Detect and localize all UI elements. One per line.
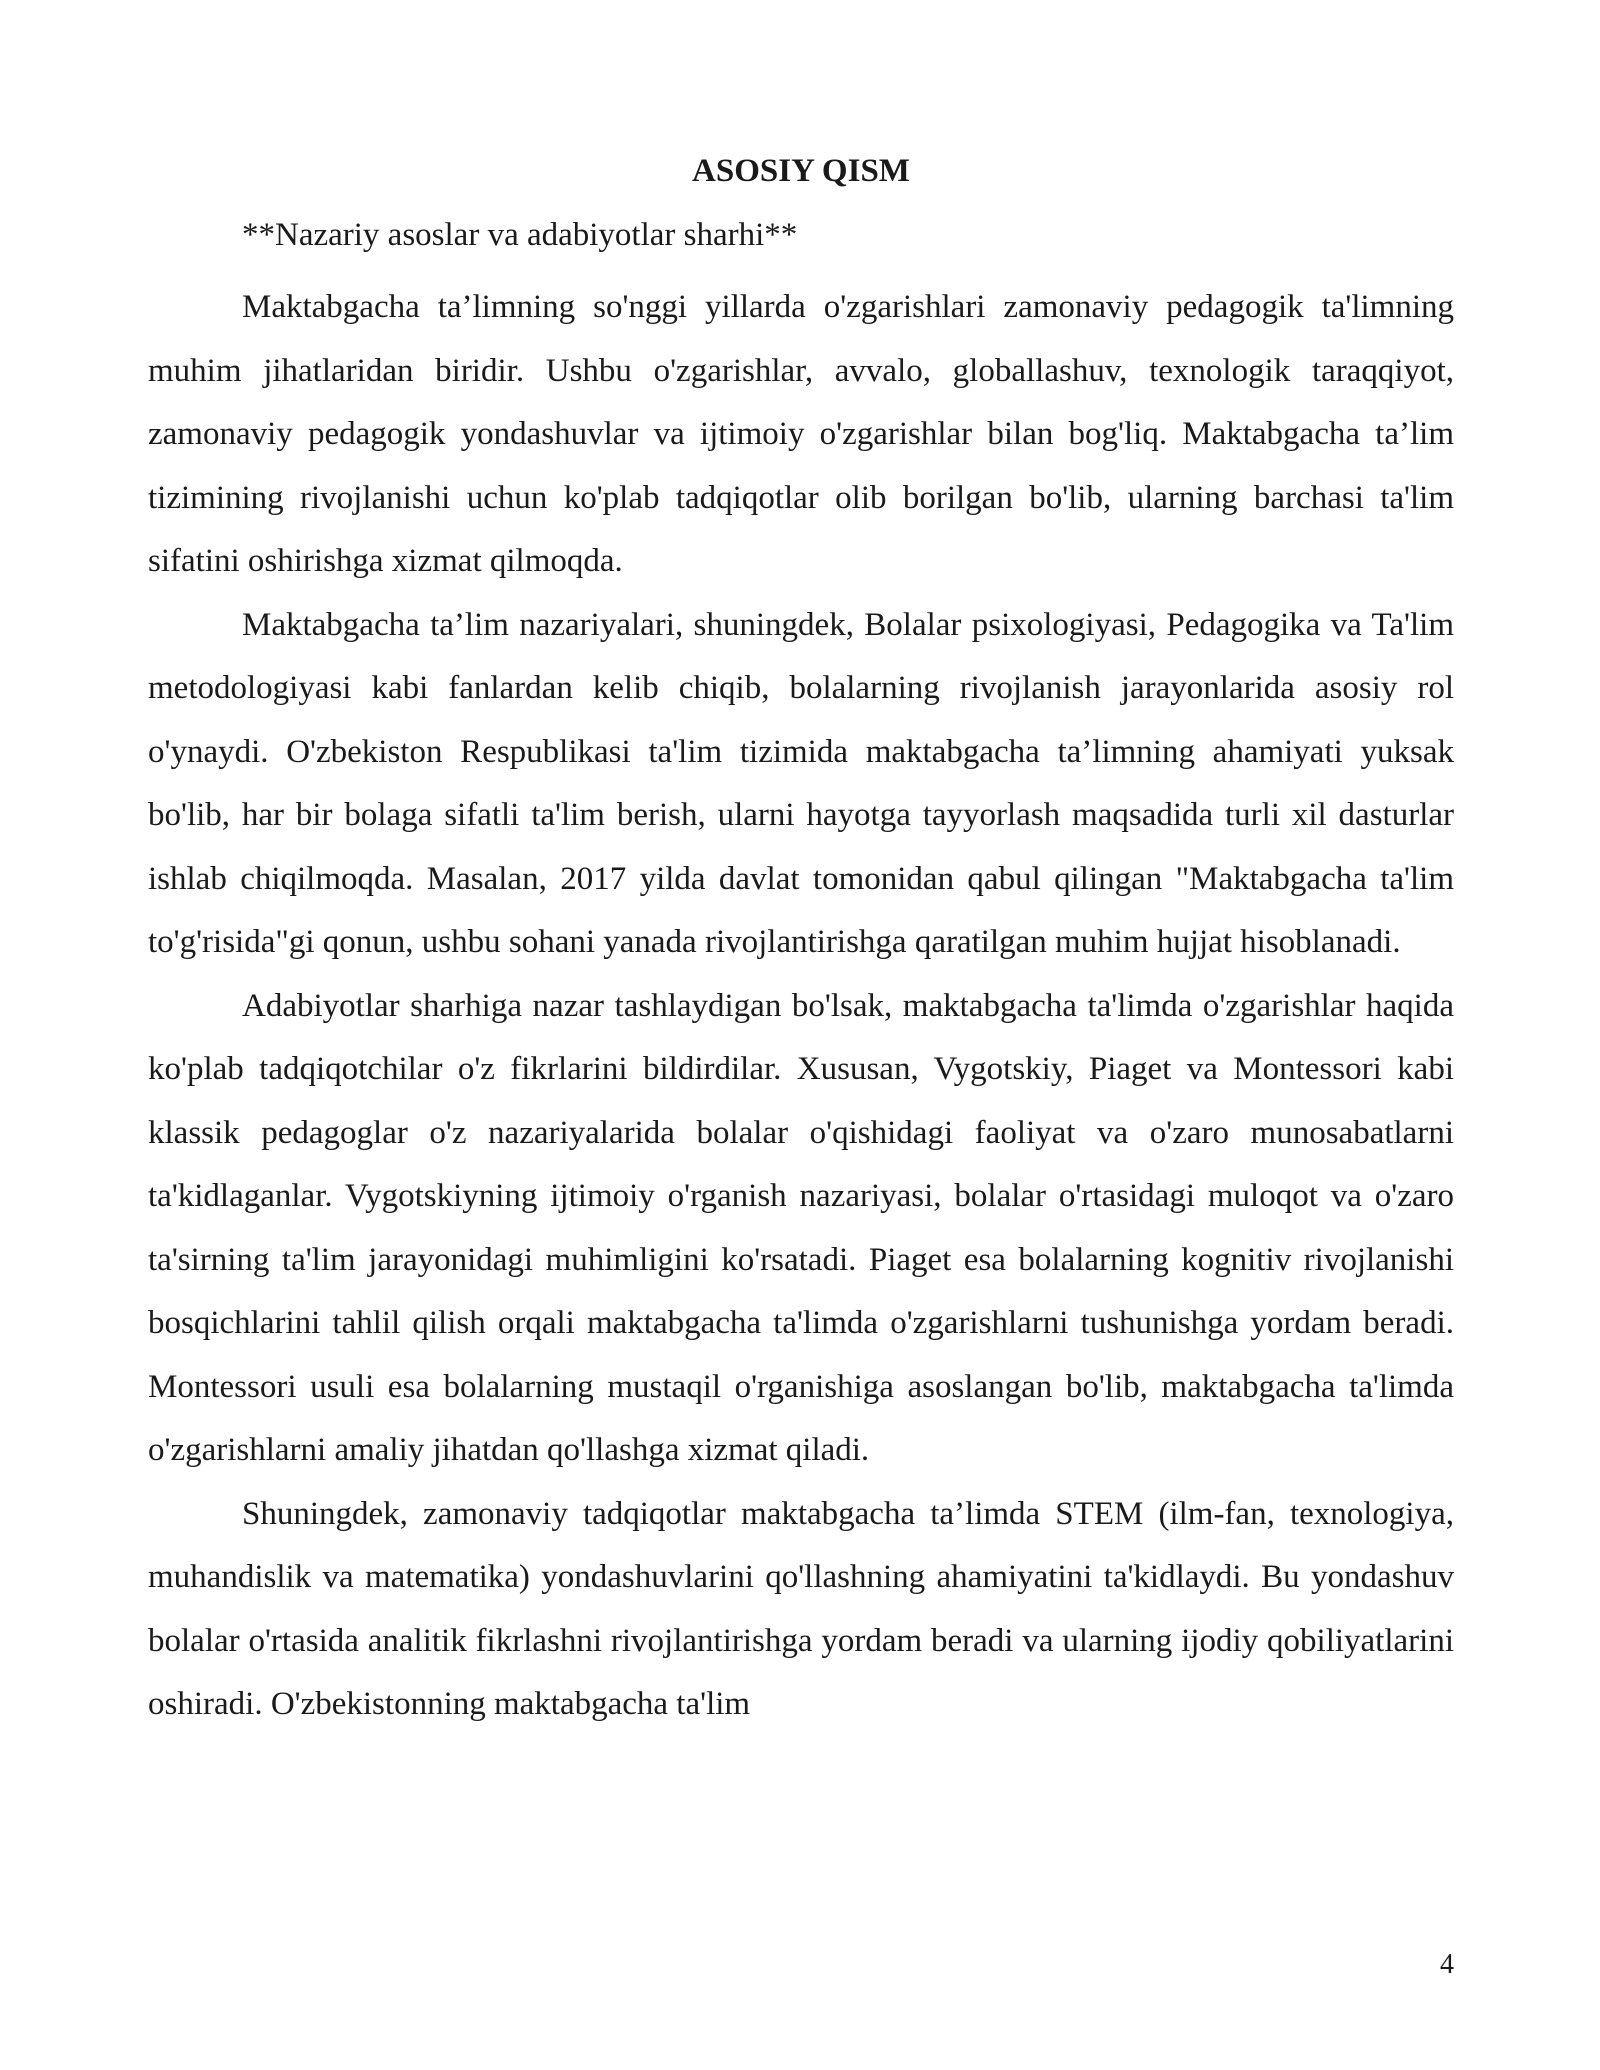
section-heading: ASOSIY QISM xyxy=(692,153,910,189)
paragraph: Maktabgacha ta’limning so'nggi yillarda o'zgarishlari zamonaviy pedagogik ta'limning muhim jihatlaridan biridir. Ushbu o'zgarishlar, avvalo, globallashuv, texnologik taraqqiyot, zamonaviy pedagogik yondashuvlar va ijtimoiy o'zgarishlar bilan bog'liq. Maktabgacha ta’lim tizimining rivojlanishi uchun ko'plab tadqiqotlar olib borilgan bo'lib, ularning barchasi ta'lim sifatini oshirishga xizmat qilmoqda. xyxy=(148,289,1454,579)
paragraph: Shuningdek, zamonaviy tadqiqotlar maktabgacha ta’limda STEM (ilm-fan, texnologiya, muhandislik va matematika) yondashuvlarini qo'llashning ahamiyatini ta'kidlaydi. Bu yondashuv bolalar o'rtasida analitik fikrlashni rivojlantirishga yordam beradi va ularning ijodiy qobiliyatlarini oshiradi. O'zbekistonning maktabgacha ta'lim xyxy=(148,1495,1454,1722)
page-number: 4 xyxy=(1440,1949,1454,1980)
document-page xyxy=(148,150,1454,1737)
subsection-heading: **Nazariy asoslar va adabiyotlar sharhi** xyxy=(242,217,798,253)
paragraph: Adabiyotlar sharhiga nazar tashlaydigan bo'lsak, maktabgacha ta'limda o'zgarishlar haqida ko'plab tadqiqotchilar o'z fikrlarini bildirdilar. Xususan, Vygotskiy, Piaget va Montessori kabi klassik pedagoglar o'z nazariyalarida bolalar o'qishidagi faoliyat va o'zaro munosabatlarni ta'kidlaganlar. Vygotskiyning ijtimoiy o'rganish nazariyasi, bolalar o'rtasidagi muloqot va o'zaro ta'sirning ta'lim jarayonidagi muhimligini ko'rsatadi. Piaget esa bolalarning kognitiv rivojlanishi bosqichlarini tahlil qilish orqali maktabgacha ta'limda o'zgarishlarni tushunishga yordam beradi. Montessori usuli esa bolalarning mustaqil o'rganishiga asoslangan bo'lib, maktabgacha ta'limda o'zgarishlarni amaliy jihatdan qo'llashga xizmat qiladi. xyxy=(148,987,1454,1468)
paragraph: Maktabgacha ta’lim nazariyalari, shuningdek, Bolalar psixologiyasi, Pedagogika va Ta'lim metodologiyasi kabi fanlardan kelib chiqib, bolalarning rivojlanish jarayonlarida asosiy rol o'ynaydi. O'zbekiston Respublikasi ta'lim tizimida maktabgacha ta’limning ahamiyati yuksak bo'lib, har bir bolaga sifatli ta'lim berish, ularni hayotga tayyorlash maqsadida turli xil dasturlar ishlab chiqilmoqda. Masalan, 2017 yilda davlat tomonidan qabul qilingan "Maktabgacha ta'lim to'g'risida"gi qonun, ushbu sohani yanada rivojlantirishga qaratilgan muhim hujjat hisoblanadi. xyxy=(148,606,1454,960)
